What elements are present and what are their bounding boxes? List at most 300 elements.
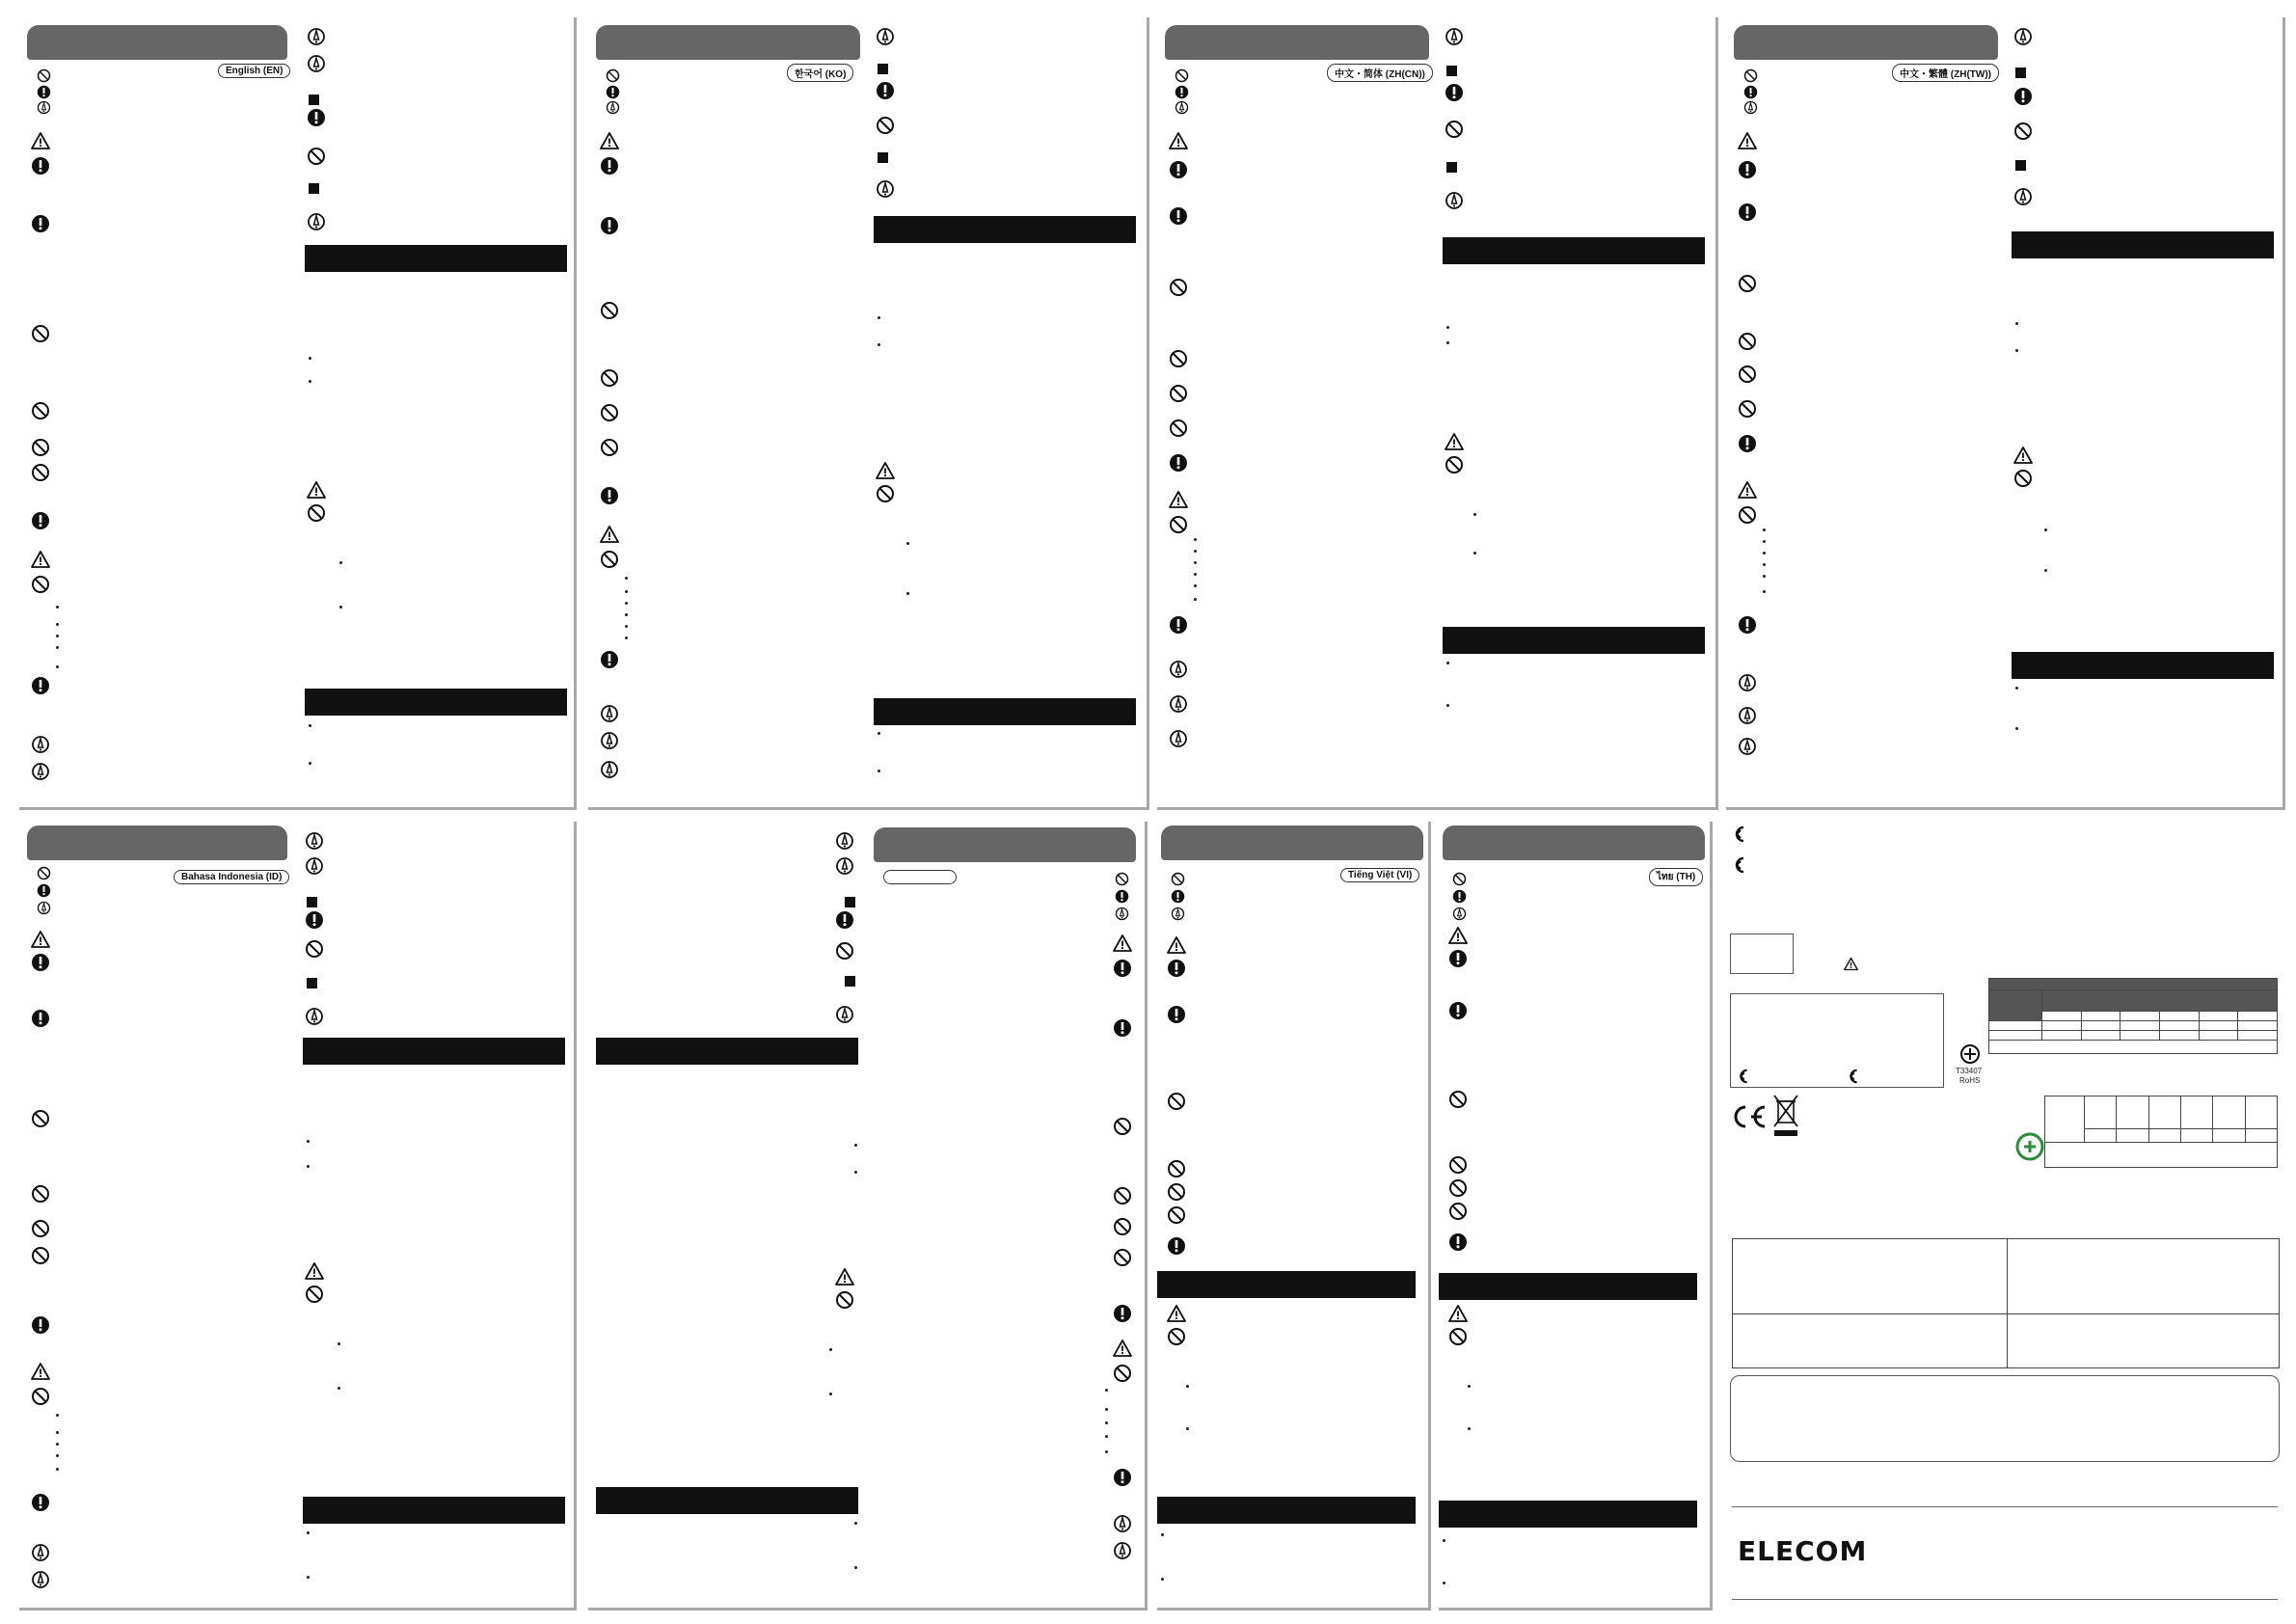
prohibit-icon — [1743, 68, 1758, 83]
mandatory-icon — [606, 85, 620, 99]
prohibit-icon — [1113, 1217, 1132, 1236]
prohibit-icon — [1448, 1178, 1468, 1198]
bullet — [1105, 1435, 1108, 1438]
header-bar — [874, 827, 1136, 862]
bullet — [1468, 1427, 1471, 1430]
bullet — [1446, 341, 1449, 344]
mandatory-icon — [600, 650, 619, 669]
mandatory-icon — [1448, 1232, 1468, 1252]
bullet — [307, 1140, 310, 1143]
warning-icon — [835, 1267, 854, 1286]
warning-icon — [1169, 490, 1188, 509]
warning-icon — [1448, 926, 1468, 945]
mandatory-icon — [1113, 1468, 1132, 1487]
warning-icon — [1113, 934, 1132, 953]
rohs-code: T33407 — [1956, 1067, 1983, 1075]
prohibit-icon — [600, 403, 619, 422]
prohibit-icon — [606, 68, 620, 83]
language-label: 中文・繁體 (ZH(TW)) — [1892, 64, 1999, 82]
caution-icon — [600, 731, 619, 750]
caution-icon — [876, 179, 895, 199]
bullet — [56, 623, 59, 626]
mandatory-icon — [1738, 434, 1757, 453]
bullet — [2015, 727, 2018, 730]
bullet — [56, 1431, 59, 1434]
bullet — [625, 577, 628, 580]
eco-logo-icon — [2015, 1132, 2044, 1161]
square-bullet — [1446, 162, 1457, 173]
mandatory-icon — [1169, 206, 1188, 226]
caution-icon — [2013, 27, 2033, 46]
square-bullet — [845, 976, 855, 987]
bullet — [56, 1454, 59, 1457]
mandatory-icon — [835, 910, 854, 930]
bullet — [307, 1576, 310, 1579]
caution-icon — [1445, 27, 1464, 46]
certification-box — [1730, 993, 1944, 1088]
prohibit-icon — [600, 438, 619, 457]
prohibit-icon — [1738, 505, 1757, 525]
warning-icon — [1448, 1304, 1468, 1323]
section-bar — [303, 1038, 565, 1065]
mandatory-icon — [600, 216, 619, 235]
bullet — [1468, 1385, 1471, 1388]
bullet — [1194, 550, 1197, 553]
prohibit-icon — [1738, 399, 1757, 419]
bullet — [339, 561, 342, 564]
bullet — [1105, 1450, 1108, 1453]
prohibit-icon — [1448, 1327, 1468, 1346]
mandatory-icon — [31, 676, 50, 695]
prohibit-icon — [307, 147, 326, 166]
prohibit-icon — [1113, 1186, 1132, 1205]
square-bullet — [307, 897, 317, 907]
caution-icon — [1445, 191, 1464, 210]
mandatory-icon — [1167, 1005, 1186, 1024]
warning-icon — [600, 525, 619, 544]
prohibit-icon — [1445, 455, 1464, 474]
bullet — [829, 1348, 832, 1351]
header-bar — [1165, 25, 1429, 60]
panel-thai — [1439, 822, 1713, 1610]
warning-icon — [600, 131, 619, 150]
divider-line — [1732, 1506, 2278, 1507]
bullet — [338, 1387, 340, 1390]
prohibit-icon — [1448, 1202, 1468, 1221]
square-bullet — [309, 95, 319, 105]
bullet — [1446, 704, 1449, 707]
section-bar — [1443, 627, 1705, 654]
mandatory-icon — [31, 214, 50, 233]
caution-icon — [1743, 100, 1758, 115]
mandatory-icon — [1445, 83, 1464, 102]
panel-chinese-traditional — [1726, 17, 2285, 810]
bullet — [854, 1566, 857, 1569]
bullet — [906, 542, 909, 545]
panel-mirrored — [588, 822, 1148, 1610]
bullet — [307, 1531, 310, 1534]
prohibit-icon — [31, 463, 50, 482]
caution-icon — [37, 100, 51, 115]
elecom-logo: ELECOM — [1738, 1535, 1868, 1567]
prohibit-icon — [876, 484, 895, 503]
panel-chinese-simplified — [1157, 17, 1718, 810]
prohibit-icon — [31, 1219, 50, 1238]
prohibit-icon — [307, 503, 326, 523]
bullet — [854, 1144, 857, 1147]
mandatory-icon — [1448, 949, 1468, 968]
prohibit-icon — [1445, 120, 1464, 139]
mandatory-icon — [1113, 1304, 1132, 1323]
kc-mark-icon — [1732, 826, 1747, 843]
prohibit-icon — [31, 324, 50, 343]
bullet — [1194, 584, 1197, 587]
prohibit-icon — [1738, 365, 1757, 384]
bullet — [1763, 528, 1766, 531]
bullet — [309, 724, 311, 727]
caution-icon — [307, 212, 326, 231]
prohibit-icon — [835, 941, 854, 961]
caution-icon — [1113, 1541, 1132, 1560]
caution-icon — [1169, 694, 1188, 714]
bullet — [56, 1414, 59, 1417]
bullet — [1446, 326, 1449, 329]
section-bar — [596, 1038, 858, 1065]
square-bullet — [1446, 66, 1457, 76]
caution-icon — [1738, 673, 1757, 692]
bullet — [1473, 513, 1476, 516]
square-bullet — [878, 64, 888, 74]
warning-icon — [2013, 446, 2033, 465]
prohibit-icon — [2013, 122, 2033, 141]
prohibit-icon — [1167, 1205, 1186, 1225]
panel-indonesian — [19, 822, 577, 1610]
bullet — [625, 625, 628, 628]
header-bar — [596, 25, 860, 60]
caution-icon — [305, 831, 324, 851]
prohibit-icon — [1169, 419, 1188, 438]
panel-vietnamese — [1157, 822, 1431, 1610]
bullet — [309, 762, 311, 765]
caution-icon — [1169, 729, 1188, 748]
bullet — [2044, 569, 2047, 572]
prohibit-icon — [1115, 872, 1129, 886]
warning-icon — [305, 1261, 324, 1281]
mandatory-icon — [31, 1009, 50, 1028]
panel-korean — [588, 17, 1149, 810]
panel-english — [19, 17, 577, 810]
bullet — [878, 316, 880, 319]
caution-icon — [31, 1570, 50, 1589]
section-bar — [2012, 652, 2274, 679]
environment-table — [2044, 1096, 2278, 1168]
prohibit-icon — [31, 401, 50, 420]
notice-box — [1730, 1375, 2280, 1462]
prohibit-icon — [1167, 1182, 1186, 1202]
bullet — [625, 613, 628, 616]
warning-icon — [31, 131, 50, 150]
kc-mark-icon — [1736, 1069, 1751, 1084]
caution-icon — [307, 54, 326, 73]
square-bullet — [2015, 160, 2026, 171]
language-label: Tiếng Việt (VI) — [1340, 868, 1419, 882]
rohs-logo-icon — [1959, 1043, 1981, 1065]
caution-icon — [31, 762, 50, 781]
mandatory-icon — [1169, 160, 1188, 179]
square-bullet — [845, 897, 855, 907]
bullet — [1161, 1578, 1164, 1581]
prohibit-icon — [1452, 872, 1467, 886]
square-bullet — [2015, 68, 2026, 78]
bullet — [625, 590, 628, 593]
bullet — [1763, 552, 1766, 555]
bullet — [56, 665, 59, 668]
bullet — [1105, 1408, 1108, 1411]
mandatory-icon — [31, 156, 50, 176]
square-bullet — [309, 183, 319, 194]
caution-icon — [305, 1007, 324, 1026]
mandatory-icon — [1738, 160, 1757, 179]
language-label — [883, 870, 957, 884]
warning-icon — [1445, 432, 1464, 451]
bullet — [1446, 662, 1449, 664]
bullet — [1194, 538, 1197, 541]
bullet — [339, 606, 342, 609]
caution-icon — [31, 1543, 50, 1562]
prohibit-icon — [1167, 1327, 1186, 1346]
bullet — [625, 636, 628, 639]
caution-icon — [1175, 100, 1189, 115]
section-bar — [1157, 1497, 1416, 1524]
bullet — [1105, 1421, 1108, 1424]
bullet — [1763, 590, 1766, 593]
bullet — [878, 343, 880, 346]
bullet — [2015, 687, 2018, 690]
bullet — [309, 357, 311, 360]
prohibit-icon — [1169, 278, 1188, 297]
bullet — [338, 1342, 340, 1345]
mandatory-icon — [1169, 453, 1188, 473]
caution-icon — [1738, 737, 1757, 756]
warning-icon — [1844, 957, 1858, 971]
caution-icon — [876, 27, 895, 46]
prohibit-icon — [1171, 872, 1185, 886]
caution-icon — [31, 735, 50, 754]
label-box — [1730, 934, 1794, 974]
caution-icon — [835, 1005, 854, 1024]
prohibit-icon — [600, 301, 619, 320]
mandatory-icon — [31, 953, 50, 972]
prohibit-icon — [2013, 469, 2033, 488]
mandatory-icon — [1452, 889, 1467, 904]
bullet — [1473, 552, 1476, 555]
bullet — [829, 1393, 832, 1395]
mandatory-icon — [1167, 1236, 1186, 1256]
prohibit-icon — [1169, 515, 1188, 534]
warning-icon — [1169, 131, 1188, 150]
header-bar — [1734, 25, 1998, 60]
rohs-label: RoHS — [1959, 1076, 1981, 1085]
language-label: English (EN) — [218, 64, 290, 78]
prohibit-icon — [31, 1109, 50, 1128]
bullet — [1763, 540, 1766, 543]
prohibit-icon — [37, 68, 51, 83]
mandatory-icon — [37, 883, 51, 898]
prohibit-icon — [1113, 1117, 1132, 1136]
caution-icon — [600, 704, 619, 723]
prohibit-icon — [1169, 349, 1188, 368]
caution-icon — [606, 100, 620, 115]
mandatory-icon — [37, 85, 51, 99]
substance-table — [1988, 978, 2278, 1054]
mandatory-icon — [1743, 85, 1758, 99]
prohibit-icon — [1738, 274, 1757, 293]
language-label: 한국어 (KO) — [787, 64, 853, 82]
bullet — [1443, 1539, 1445, 1542]
bullet — [56, 1443, 59, 1446]
information-table — [1732, 1238, 2280, 1368]
section-bar — [305, 245, 567, 272]
bullet — [309, 380, 311, 383]
prohibit-icon — [31, 1387, 50, 1406]
bullet — [1186, 1427, 1189, 1430]
section-bar — [1439, 1273, 1697, 1300]
square-bullet — [878, 152, 888, 163]
section-bar — [1443, 237, 1705, 264]
bullet — [1443, 1582, 1445, 1584]
kc-mark-icon — [1846, 1069, 1861, 1084]
section-bar — [2012, 231, 2274, 258]
mandatory-icon — [1738, 615, 1757, 635]
mandatory-icon — [1115, 889, 1129, 904]
prohibit-icon — [1167, 1092, 1186, 1111]
section-bar — [1439, 1501, 1697, 1528]
section-bar — [305, 689, 567, 716]
mandatory-icon — [307, 108, 326, 127]
prohibit-icon — [1738, 332, 1757, 351]
prohibit-icon — [31, 438, 50, 457]
bullet — [878, 732, 880, 735]
language-label: ไทย (TH) — [1649, 868, 1703, 886]
warning-icon — [1738, 131, 1757, 150]
prohibit-icon — [31, 1246, 50, 1265]
section-bar — [303, 1497, 565, 1524]
bullet — [56, 646, 59, 649]
bullet — [854, 1522, 857, 1525]
caution-icon — [1171, 907, 1185, 921]
bullet — [1763, 575, 1766, 578]
warning-icon — [31, 550, 50, 569]
header-bar — [27, 826, 287, 860]
bullet — [1186, 1385, 1189, 1388]
mandatory-icon — [600, 486, 619, 505]
caution-icon — [2013, 187, 2033, 206]
prohibit-icon — [31, 1184, 50, 1204]
mandatory-icon — [305, 910, 324, 930]
bullet — [1194, 561, 1197, 564]
bullet — [1194, 598, 1197, 601]
bullet — [1194, 573, 1197, 576]
mandatory-icon — [876, 81, 895, 100]
prohibit-icon — [1448, 1090, 1468, 1109]
mandatory-icon — [2013, 87, 2033, 106]
prohibit-icon — [305, 1285, 324, 1304]
prohibit-icon — [600, 368, 619, 388]
kc-mark-icon — [1732, 856, 1747, 874]
prohibit-icon — [1169, 384, 1188, 403]
prohibit-icon — [1113, 1248, 1132, 1267]
caution-icon — [1738, 706, 1757, 725]
weee-bin-icon — [1772, 1094, 1799, 1138]
warning-icon — [876, 461, 895, 480]
language-label: Bahasa Indonesia (ID) — [174, 870, 289, 884]
mandatory-icon — [31, 1493, 50, 1512]
bullet — [2015, 322, 2018, 325]
prohibit-icon — [1175, 68, 1189, 83]
prohibit-icon — [37, 866, 51, 880]
bullet — [1763, 563, 1766, 566]
prohibit-icon — [1113, 1364, 1132, 1383]
warning-icon — [31, 1362, 50, 1381]
mandatory-icon — [1169, 615, 1188, 635]
warning-icon — [1167, 935, 1186, 955]
bullet — [878, 770, 880, 772]
bullet — [1161, 1533, 1164, 1536]
caution-icon — [1115, 907, 1129, 921]
warning-icon — [31, 930, 50, 949]
caution-icon — [835, 831, 854, 851]
bullet — [56, 606, 59, 609]
bullet — [625, 602, 628, 605]
divider-line — [1732, 1599, 2278, 1600]
warning-icon — [1113, 1339, 1132, 1358]
caution-icon — [307, 27, 326, 46]
section-bar — [874, 216, 1136, 243]
language-label: 中文・简体 (ZH(CN)) — [1327, 64, 1433, 82]
bullet — [854, 1171, 857, 1174]
caution-icon — [600, 760, 619, 779]
bullet — [56, 1468, 59, 1471]
mandatory-icon — [31, 511, 50, 530]
mandatory-icon — [1175, 85, 1189, 99]
prohibit-icon — [835, 1290, 854, 1310]
mandatory-icon — [1113, 1018, 1132, 1038]
section-bar — [596, 1487, 858, 1514]
ce-mark-icon — [1730, 1103, 1769, 1130]
prohibit-icon — [876, 116, 895, 135]
warning-icon — [1738, 480, 1757, 500]
caution-icon — [1169, 660, 1188, 679]
mandatory-icon — [1448, 1001, 1468, 1020]
prohibit-icon — [600, 550, 619, 569]
mandatory-icon — [600, 156, 619, 176]
header-bar — [1161, 826, 1423, 860]
header-bar — [27, 25, 287, 60]
header-bar — [1443, 826, 1705, 860]
section-bar — [1157, 1271, 1416, 1298]
bullet — [2044, 528, 2047, 531]
caution-icon — [1113, 1514, 1132, 1533]
caution-icon — [37, 901, 51, 915]
mandatory-icon — [1113, 959, 1132, 978]
caution-icon — [1452, 907, 1467, 921]
bullet — [906, 592, 909, 595]
mandatory-icon — [31, 1315, 50, 1335]
square-bullet — [307, 978, 317, 988]
prohibit-icon — [305, 939, 324, 959]
bullet — [307, 1165, 310, 1168]
warning-icon — [307, 480, 326, 500]
